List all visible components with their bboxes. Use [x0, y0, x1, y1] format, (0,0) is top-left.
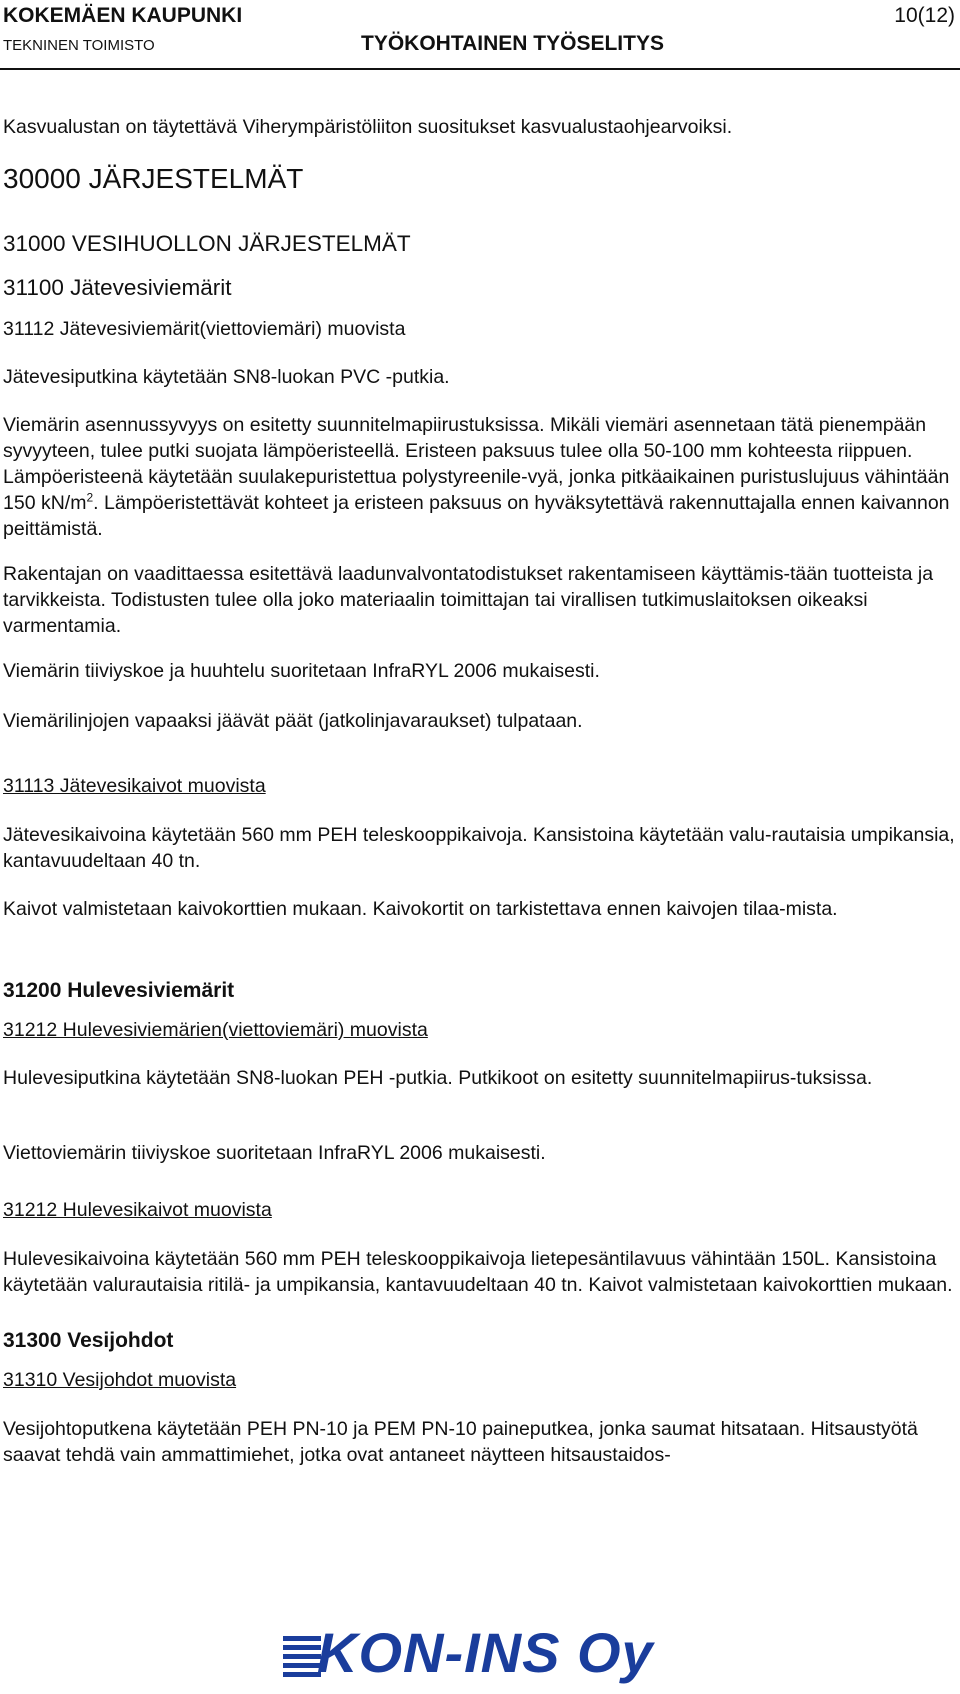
paragraph-kaivoina: Jätevesikaivoina käytetään 560 mm PEH teleskooppikaivoja. Kansistoina käytetään valu-rautaisia umpikansia, kantavuudeltaan 40 tn. [3, 824, 955, 872]
paragraph-tulpataan: Viemärilinjojen vapaaksi jäävät päät (jatkolinjavaraukset) tulpataan. [3, 710, 583, 732]
paragraph-viettoviemarin: Viettoviemärin tiiviyskoe suoritetaan InfraRYL 2006 mukaisesti. [3, 1142, 546, 1164]
paragraph-vesijohto: Vesijohtoputkena käytetään PEH PN-10 ja PEM PN-10 paineputkea, jonka saumat hitsataan. Hitsaustyötä saavat tehdä vain ammattimiehet, jotka ovat antaneet näytteen hitsaustaidos- [3, 1418, 918, 1466]
heading-31200: 31200 Hulevesiviemärit [3, 979, 235, 1002]
logo-stripes-icon [283, 1636, 321, 1676]
paragraph-tiiviyskoe: Viemärin tiiviyskoe ja huuhtelu suoritetaan InfraRYL 2006 mukaisesti. [3, 660, 600, 682]
paragraph-hulevesikaivoina: Hulevesikaivoina käytetään 560 mm PEH teleskooppikaivoja lietepesäntilavuus vähintään 150L. Kansistoina käytetään valurautaisia ritilä- ja umpikansia, kantavuudeltaan 40 tn. Kaivot valmistetaan kaivokorttien mukaan. [3, 1248, 953, 1296]
paragraph-kasvualusta: Kasvualustan on täytettävä Viherympäristöliiton suositukset kasvualustaohjearvoiksi. [3, 116, 733, 138]
header-department: TEKNINEN TOIMISTO [3, 37, 155, 54]
paragraph-asennussyvyys-tail: . Lämpöeristettävät kohteet ja eristeen paksuus on hyväksytettävä rakennuttajalla ennen kaivannon peittämistä. [3, 492, 950, 540]
superscript-2: 2 [86, 490, 94, 505]
paragraph-rakentajan: Rakentajan on vaadittaessa esitettävä laadunvalvontatodistukset rakentamiseen käyttämis-tään tuotteista ja tarvikkeista. Todistusten tulee olla joko materiaalin toimittajan tai virallisen tutkimuslaitoksen oikeaksi varmentamia. [3, 563, 934, 637]
paragraph-asennussyvyys-text: Viemärin asennussyvyys on esitetty suunnitelmapiirustuksissa. Mikäli viemäri asennetaan tätä pienempään syvyyteen, tulee putki suojata lämpöeristeellä. Eristeen paksuus tulee olla 50-100 mm kohteesta riippuen. Lämpöeristeenä käytetään suulakepuristettua polystyreenile-vyä, jonka pitkäaikainen puristuslujuus vähintään 150 kN/m [3, 414, 950, 514]
logo-text: KON-INS Oy [317, 1621, 654, 1684]
heading-31113: 31113 Jätevesikaivot muovista [3, 775, 266, 797]
heading-31112: 31112 Jätevesiviemärit(viettoviemäri) muovista [3, 318, 406, 340]
paragraph-kaivokortit: Kaivot valmistetaan kaivokorttien mukaan. Kaivokortit on tarkistettava ennen kaivojen tilaa-mista. [3, 898, 838, 920]
heading-31100: 31100 Jätevesiviemärit [3, 275, 232, 300]
paragraph-hulevesiputkina: Hulevesiputkina käytetään SN8-luokan PEH -putkia. Putkikoot on esitetty suunnitelmapiirus-tuksissa. [3, 1067, 873, 1089]
heading-31212-kaivot: 31212 Hulevesikaivot muovista [3, 1199, 272, 1221]
paragraph-putkia: Jätevesiputkina käytetään SN8-luokan PVC -putkia. [3, 366, 450, 388]
kon-ins-logo [283, 1621, 683, 1684]
heading-30000: 30000 JÄRJESTELMÄT [3, 163, 304, 194]
header-page-number: 10(12) [894, 4, 955, 27]
header-document-title: TYÖKOHTAINEN TYÖSELITYS [361, 32, 664, 55]
heading-31310: 31310 Vesijohdot muovista [3, 1369, 237, 1391]
header-rule [0, 68, 960, 70]
heading-31212-viemarit: 31212 Hulevesiviemärien(viettoviemäri) muovista [3, 1019, 428, 1041]
paragraph-asennussyvyys [3, 412, 955, 542]
header-organization: KOKEMÄEN KAUPUNKI [3, 4, 243, 27]
heading-31000: 31000 VESIHUOLLON JÄRJESTELMÄT [3, 231, 411, 256]
heading-31300: 31300 Vesijohdot [3, 1329, 174, 1352]
